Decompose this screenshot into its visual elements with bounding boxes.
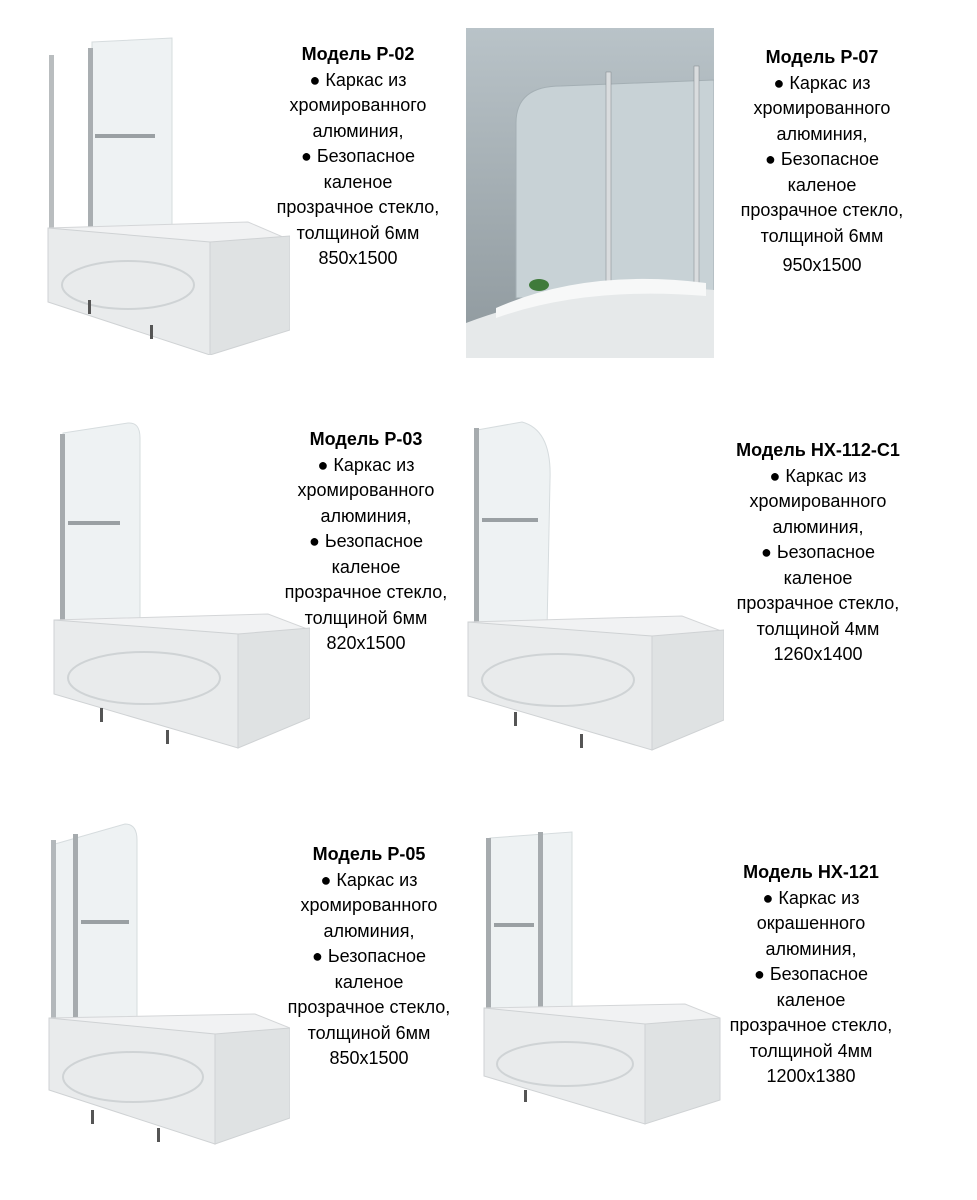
product-size: 850x1500 bbox=[329, 1048, 409, 1068]
spec-line: прозрачное стекло, bbox=[729, 1015, 893, 1035]
spec-line: алюминия, bbox=[323, 920, 415, 941]
product-card-hx121 bbox=[701, 860, 921, 1090]
spec-line: толщиной 6мм bbox=[296, 222, 420, 243]
spec-line: толщиной 6мм bbox=[304, 607, 428, 628]
spec-line: ● Каркас из bbox=[762, 887, 860, 908]
spec-line: ● Безопасное bbox=[300, 146, 416, 166]
product-card-hx112c1 bbox=[708, 438, 928, 668]
spec-line: ● Каркас из bbox=[773, 72, 871, 93]
spec-line: каленое bbox=[334, 971, 404, 992]
spec-line: прозрачное стекло, bbox=[736, 593, 900, 613]
spec-line: толщиной 6мм bbox=[307, 1022, 431, 1043]
product-photo-p07 bbox=[466, 28, 714, 358]
spec-line: каленое bbox=[323, 171, 393, 192]
spec-line: хромированного bbox=[300, 895, 438, 915]
spec-line: окрашенного bbox=[756, 913, 866, 933]
product-card-p07 bbox=[712, 45, 932, 279]
spec-line: ● Безопасное bbox=[753, 964, 869, 984]
product-title: Модель P-03 bbox=[309, 429, 423, 449]
product-card-p02 bbox=[248, 42, 468, 272]
spec-line: толщиной 4мм bbox=[756, 618, 880, 639]
spec-line: ● Ьезопасное bbox=[308, 531, 424, 551]
spec-line: ● Ьезопасное bbox=[760, 542, 876, 562]
spec-line: каленое bbox=[783, 567, 853, 588]
spec-line: прозрачное стекло, bbox=[740, 200, 904, 220]
product-title: Модель P-07 bbox=[765, 47, 879, 67]
spec-line: ● Ьезопасное bbox=[311, 946, 427, 966]
product-photo-hx112c1 bbox=[462, 420, 724, 755]
product-size: 820x1500 bbox=[326, 633, 406, 653]
spec-line: ● Каркас из bbox=[320, 869, 418, 890]
product-title: Модель HX-112-C1 bbox=[736, 440, 900, 460]
product-photo-hx121 bbox=[480, 828, 725, 1128]
product-size: 950x1500 bbox=[782, 255, 862, 275]
spec-line: прозрачное стекло, bbox=[287, 997, 451, 1017]
spec-line: алюминия, bbox=[320, 505, 412, 526]
spec-line: алюминия, bbox=[765, 938, 857, 959]
product-photo-p05 bbox=[45, 822, 290, 1150]
spec-line: каленое bbox=[776, 989, 846, 1010]
spec-line: хромированного bbox=[753, 98, 891, 118]
spec-line: алюминия, bbox=[312, 120, 404, 141]
product-title: Модель HX-121 bbox=[743, 862, 879, 882]
spec-line: каленое bbox=[787, 174, 857, 195]
spec-line: каленое bbox=[331, 556, 401, 577]
spec-line: ● Каркас из bbox=[309, 69, 407, 90]
spec-line: ● Каркас из bbox=[317, 454, 415, 475]
product-size: 1260x1400 bbox=[773, 644, 863, 664]
product-card-p03 bbox=[256, 427, 476, 657]
spec-line: прозрачное стекло, bbox=[284, 582, 448, 602]
spec-line: хромированного bbox=[749, 491, 887, 511]
spec-line: ● Каркас из bbox=[769, 465, 867, 486]
spec-line: прозрачное стекло, bbox=[276, 197, 440, 217]
product-title: Модель P-05 bbox=[312, 844, 426, 864]
spec-line: алюминия, bbox=[772, 516, 864, 537]
spec-line: алюминия, bbox=[776, 123, 868, 144]
spec-line: хромированного bbox=[289, 95, 427, 115]
product-card-p05 bbox=[259, 842, 479, 1072]
product-title: Модель P-02 bbox=[301, 44, 415, 64]
product-size: 1200x1380 bbox=[766, 1066, 856, 1086]
spec-line: толщиной 6мм bbox=[760, 225, 884, 246]
product-size: 850x1500 bbox=[318, 248, 398, 268]
spec-line: ● Безопасное bbox=[764, 149, 880, 169]
spec-line: толщиной 4мм bbox=[749, 1040, 873, 1061]
spec-line: хромированного bbox=[297, 480, 435, 500]
